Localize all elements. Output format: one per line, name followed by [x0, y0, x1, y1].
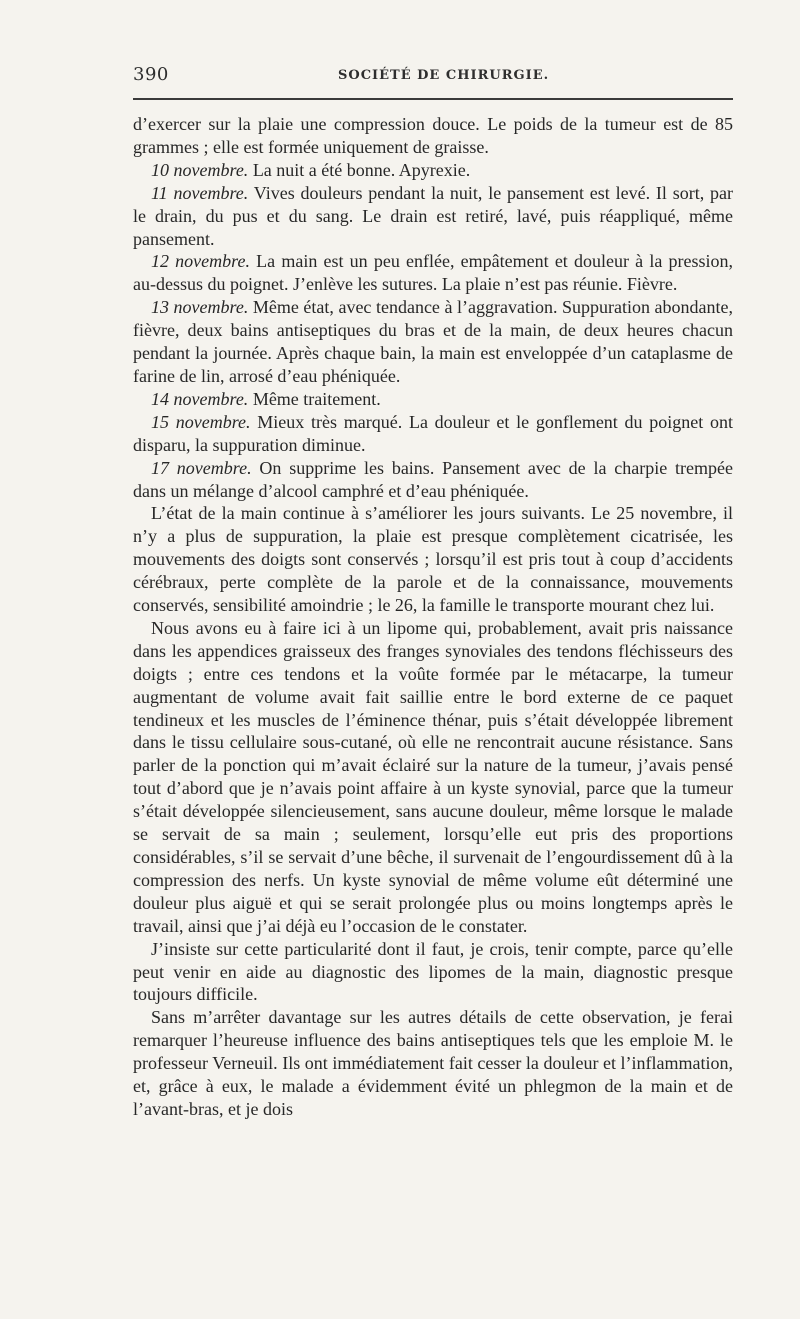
paragraph [133, 296, 733, 388]
paragraph-text: Même traitement. [252, 388, 381, 409]
paragraph [133, 182, 733, 251]
paragraph [133, 1006, 733, 1121]
paragraph-text: Même état, avec tendance à l’aggravation. Suppuration abondante, fièvre, deux bains antiseptiques du bras et de la main, de deux heures chacun pendant la journée. Après chaque bain, la main est enveloppée d’un cataplasme de farine de lin, arrosé d’eau phéniquée. [133, 297, 734, 386]
paragraph [133, 457, 733, 503]
paragraph-text: Mieux très marqué. La douleur et le gonflement du poignet ont disparu, la suppuration diminue. [133, 411, 733, 455]
paragraph-text: La nuit a été bonne. Apyrexie. [252, 159, 471, 180]
paragraph-text: La main est un peu enflée, empâtement et douleur à la pression, au-dessus du poignet. J’enlève les sutures. La plaie n’est pas réunie. Fièvre. [133, 251, 733, 295]
page-number: 390 [133, 64, 169, 85]
paragraph [133, 250, 733, 296]
paragraph [133, 411, 733, 457]
running-title: SOCIÉTÉ DE CHIRURGIE. [338, 68, 550, 83]
paragraph [133, 938, 733, 1007]
paragraph [133, 159, 733, 182]
paragraph-text: Vives douleurs pendant la nuit, le pansement est levé. Il sort, par le drain, du pus et du sang. Le drain est retiré, lavé, puis réappliqué, même pansement. [133, 182, 733, 249]
paragraph-text: Nous avons eu à faire ici à un lipome qui, probablement, avait pris naissance dans les appendices graisseux des franges synoviales des tendons fléchisseurs des doigts ; entre ces tendons et la voûte formée par le métacarpe, la tumeur augmentant de volume avait fait saillie entre le bord externe de ce paquet tendineux et les muscles de l’éminence thénar, puis s’était développée librement dans le tissu cellulaire sous-cutané, où elle ne rencontrait aucune résistance. Sans parler de la ponction qui m’avait éclairé sur la nature de la tumeur, j’avais pensé tout d’abord que je n’avais point affaire à un kyste synovial, parce que la tumeur s’était développée silencieusement, sans aucune douleur, même lorsque le malade se servait de sa main ; seulement, lorsqu’elle eut pris des proportions considérables, s’il se servait d’une bêche, il survenait de l’engourdissement dû à la compression des nerfs. Un kyste synovial de même volume eût déterminé une douleur plus aiguë et qui se serait prolongée plus ou moins longtemps après le travail, ainsi que j’ai déjà eu l’occasion de le constater. [133, 617, 733, 936]
paragraph-text: d’exercer sur la plaie une compression douce. Le poids de la tumeur est de 85 grammes ; elle est formée uniquement de graisse. [133, 114, 733, 157]
paragraph [133, 617, 733, 938]
paragraph-text: Sans m’arrêter davantage sur les autres détails de cette observation, je ferai remarquer l’heureuse influence des bains antiseptiques tels que les emploie M. le professeur Verneuil. Ils ont immédiatement fait cesser la douleur et l’inflammation, et, grâce à eux, le malade a évidemment évité un phlegmon de la main et de l’avant-bras, et je dois [133, 1007, 733, 1119]
header-rule [133, 98, 733, 100]
paragraph-text: J’insiste sur cette particularité dont il faut, je crois, tenir compte, parce qu’elle peut venir en aide au diagnostic des lipomes de la main, diagnostic presque toujours difficile. [133, 938, 733, 1005]
paragraph [133, 388, 733, 411]
entry-date: 10 novembre. [151, 159, 249, 180]
paragraph-text: On supprime les bains. Pansement avec de la charpie trempée dans un mélange d’alcool camphré et d’eau phéniquée. [133, 457, 733, 501]
entry-date: 15 novembre. [151, 411, 251, 432]
paragraph [133, 113, 733, 159]
entry-date: 13 novembre. [151, 297, 249, 318]
entry-date: 11 novembre. [151, 182, 249, 203]
body-text [133, 113, 733, 1121]
entry-date: 12 novembre. [151, 251, 250, 272]
page-header [133, 64, 733, 88]
paragraph [133, 502, 733, 617]
entry-date: 14 novembre. [151, 388, 249, 409]
paragraph-text: L’état de la main continue à s’améliorer les jours suivants. Le 25 novembre, il n’y a plus de suppuration, la plaie est presque complètement cicatrisée, les mouvements des doigts sont conservés ; lorsqu’il est pris tout à coup d’accidents cérébraux, perte complète de la parole et de la connaissance, mouvements conservés, sensibilité amoindrie ; le 26, la famille le transporte mourant chez lui. [133, 503, 733, 616]
entry-date: 17 novembre. [151, 457, 252, 478]
